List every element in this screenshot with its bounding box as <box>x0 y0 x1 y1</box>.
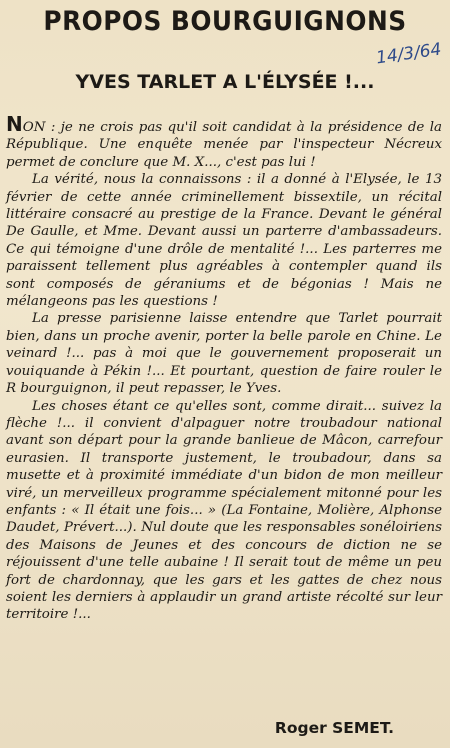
article-body <box>6 112 442 624</box>
handwritten-date: 14/3/64 <box>375 39 444 69</box>
article-paragraph: Les choses étant ce qu'elles sont, comme dirait... suivez la flèche !... il convient d'alpaguer notre troubadour national avant son départ pour la grande banlieue de Mâcon, carrefour eurasien. Il transporte justement, le troubadour, dans sa musette et à proximité immédiate d'un bidon de mon meilleur viré, un merveilleux programme spécialement mitonné pour les enfants : « Il était une fois... » (La Fontaine, Molière, Alphonse Daudet, Prévert...). Nul doute que les responsables sonéloiriens des Maisons de Jeunes et des concours de diction ne se réjouissent d'une telle aubaine ! Il serait tout de même un peu fort de chardonnay, que les gars et les gattes de chez nous soient les derniers à applaudir un grand artiste récolté sur leur territoire !... <box>6 398 442 623</box>
drop-cap: N <box>6 112 23 136</box>
subheadline: YVES TARLET A L'ÉLYSÉE !... <box>75 71 375 93</box>
article-paragraph: La vérité, nous la connaissons : il a donné à l'Elysée, le 13 février de cette année criminellement bissextile, un récital littéraire consacré au prestige de la France. Devant le général De Gaulle, et Mme. Devant aussi un parterre d'ambassadeurs. Ce qui témoigne d'une drôle de mentalité !... Les parterres me paraissent tellement plus agréables à contempler quand ils sont composés de géraniums et de bégonias ! Mais ne mélangeons pas les questions ! <box>6 172 442 310</box>
headline: PROPOS BOURGUIGNONS <box>43 6 407 37</box>
author-signature: Roger SEMET. <box>274 719 394 737</box>
article-paragraph: La presse parisienne laisse entendre que Tarlet pourrait bien, dans un proche avenir, porter la belle parole en Chine. Le veinard !... pas à moi que le gouvernement proposerait un vouiquande à Pékin !... Et pourtant, question de faire rouler le R bourguignon, il peut repasser, le Yves. <box>6 311 442 397</box>
paragraph-text: ON : je ne crois pas qu'il soit candidat à la présidence de la République. Une enquête menée par l'inspecteur Nécreux permet de conclure que M. X..., c'est pas lui ! <box>6 120 442 170</box>
article-paragraph <box>6 112 442 171</box>
